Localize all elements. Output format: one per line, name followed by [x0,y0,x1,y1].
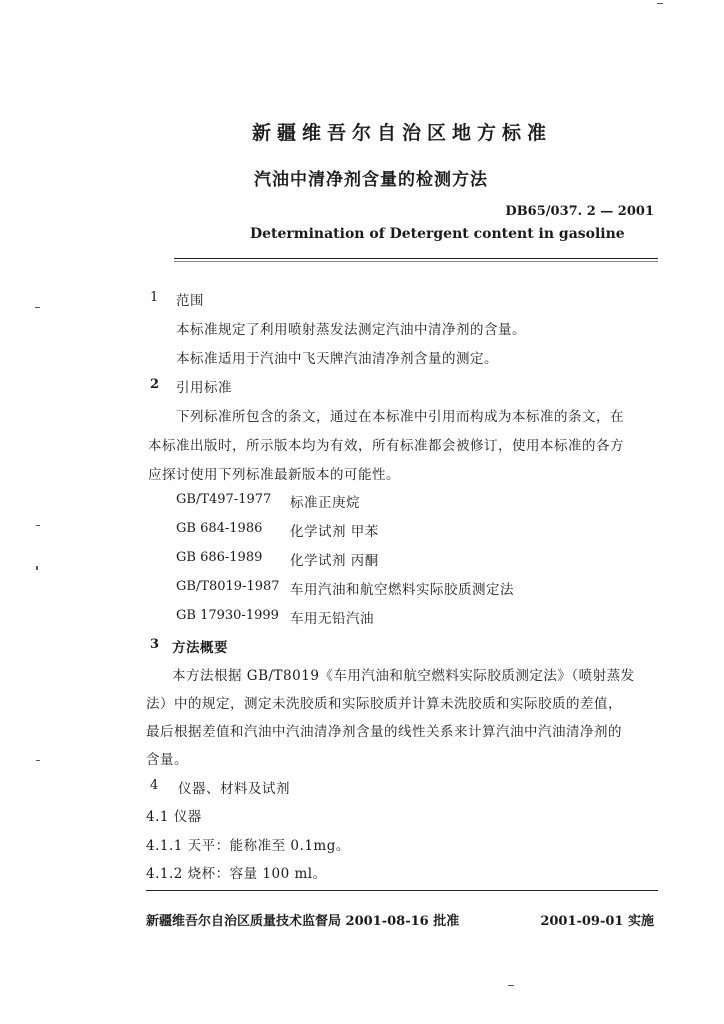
ref-code: GB 17930-1999 [176,608,279,623]
ref-name: 化学试剂 甲苯 [290,524,379,540]
standard-number: DB65/037. 2 — 2001 [505,204,654,219]
scan-speck [657,3,663,4]
section-3-para-line-1: 本方法根据 GB/T8019《车用汽油和航空燃料实际胶质测定法》（喷射蒸发 [172,668,635,684]
ref-name: 车用无铅汽油 [290,611,374,627]
section-4-number: 4 [150,778,159,793]
section-3-heading: 方法概要 [172,640,228,656]
implementation-date: 2001-09-01 实施 [540,914,654,929]
section-1-number: 1 [150,290,159,305]
section-3-para-line-2: 法）中的规定，测定未洗胶质和实际胶质并计算未洗胶质和实际胶质的差值， [146,696,622,712]
ref-code: GB/T8019-1987 [176,579,280,594]
section-1-para-2: 本标准适用于汽油中飞天牌汽油清净剂含量的测定。 [176,351,498,367]
header-divider [174,258,658,259]
section-3-number: 3 [150,637,160,652]
ref-code: GB 686-1989 [176,550,263,565]
standard-title-en: Determination of Detergent content in gasoline [250,226,625,242]
standard-title-zh: 汽油中清净剂含量的检测方法 [254,170,488,190]
scan-speck [36,566,38,570]
section-1-heading: 范围 [176,293,204,309]
ref-name: 标准正庚烷 [290,495,360,511]
header-divider-secondary [174,261,658,262]
section-2-para-line-1: 下列标准所包含的条文，通过在本标准中引用而构成为本标准的条文，在 [176,409,624,425]
section-1-para-1: 本标准规定了利用喷射蒸发法测定汽油中清净剂的含量。 [176,322,526,338]
section-3-para-line-3: 最后根据差值和汽油中汽油清净剂含量的线性关系来计算汽油中汽油清净剂的 [146,724,622,740]
section-2-para-line-2: 本标准出版时，所示版本均为有效，所有标准都会被修订，使用本标准的各方 [148,438,624,454]
ref-code: GB/T497-1977 [176,492,272,507]
scan-speck [35,307,40,308]
subsection-4-1-2: 4.1.2 烧杯：容量 100 ml。 [146,866,327,882]
ref-name: 车用汽油和航空燃料实际胶质测定法 [290,582,514,598]
subsection-4-1-1: 4.1.1 天平：能称准至 0.1mg。 [146,838,350,854]
section-3-para-line-4: 含量。 [146,752,188,768]
ref-name: 化学试剂 丙酮 [290,553,379,569]
footer-divider [146,890,658,891]
section-2-heading: 引用标准 [176,380,232,396]
section-2-para-line-3: 应探讨使用下列标准最新版本的可能性。 [148,467,400,483]
scan-speck [36,760,40,761]
ref-code: GB 684-1986 [176,521,263,536]
issuing-authority: 新疆维吾尔自治区地方标准 [251,122,552,144]
section-4-heading: 仪器、材料及试剂 [178,781,290,797]
approval-line: 新疆维吾尔自治区质量技术监督局 2001-08-16 批准 [146,914,460,929]
scan-speck [508,985,514,986]
scan-speck [36,525,40,526]
subsection-4-1: 4.1 仪器 [146,809,202,825]
section-2-number: 2 [150,377,160,392]
